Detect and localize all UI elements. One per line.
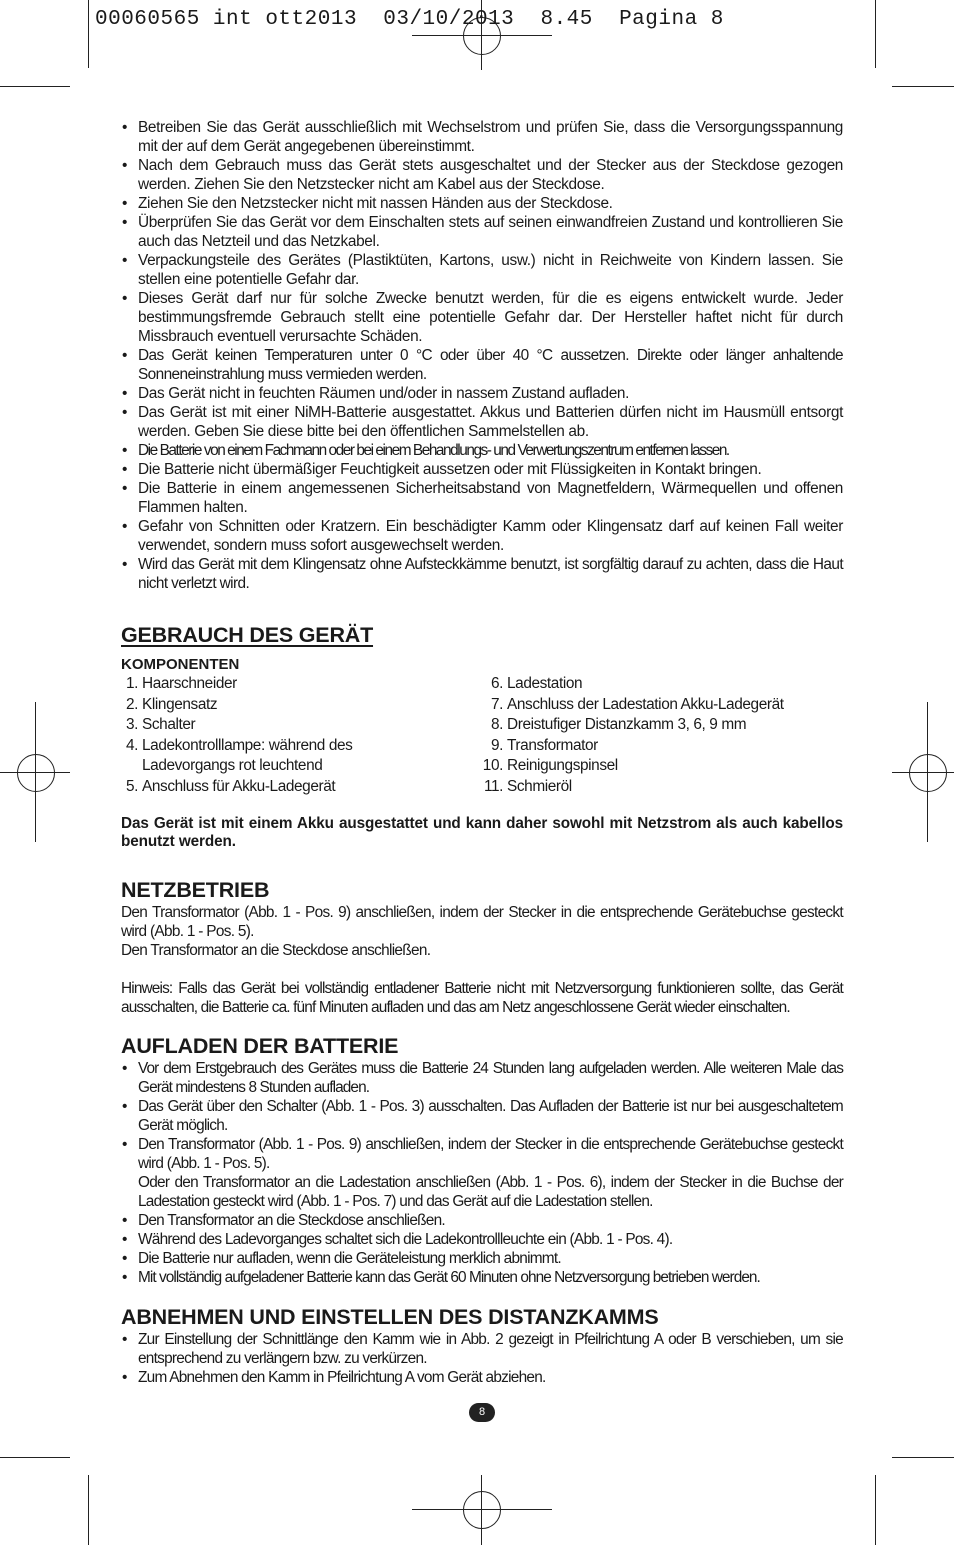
section-title-abnehmen: ABNEHMEN UND EINSTELLEN DES DISTANZKAMMS bbox=[121, 1305, 659, 1329]
crop-mark-top-right-v bbox=[875, 0, 876, 68]
list-item: • Die Batterie nicht übermäßiger Feuchtigkeit aussetzen oder mit Flüssigkeiten in Kontakt bringen. bbox=[121, 460, 843, 479]
list-item: • Ziehen Sie den Netzstecker nicht mit nassen Händen aus der Steckdose. bbox=[121, 194, 843, 213]
section-title-netzbetrieb: NETZBETRIEB bbox=[121, 878, 270, 902]
component-label: Ladekontrolllampe: während des bbox=[142, 736, 353, 754]
registration-mark-bottom-circle bbox=[463, 1491, 501, 1529]
component-number: 6. bbox=[490, 675, 503, 692]
crop-mark-bottom-right-v bbox=[875, 1475, 876, 1545]
page-content bbox=[121, 118, 843, 1387]
component-item bbox=[478, 674, 784, 695]
component-number: 11. bbox=[483, 777, 503, 795]
list-item: • Die Batterie nur aufladen, wenn die Geräteleistung merklich abnimmt. bbox=[121, 1249, 843, 1268]
components-title: KOMPONENTEN bbox=[121, 656, 240, 673]
components-left bbox=[121, 674, 352, 797]
netzbetrieb-paragraph-1: Den Transformator (Abb. 1 - Pos. 9) anschließen, indem der Stecker in die entsprechende Gerätebuchse gesteckt wird (Abb. 1 - Pos. 5). bbox=[121, 904, 843, 940]
component-number: 10. bbox=[482, 757, 503, 774]
list-item: • Dieses Gerät darf nur für solche Zwecke benutzt werden, für die es eigens entwickelt wurde. Jeder bestimmungsfremde Gebrauch stellt eine potentielle Gefahr dar. Der Hersteller haftet nicht für durch Missbrauch eventuell verursachte Schäden. bbox=[121, 289, 843, 346]
component-item bbox=[478, 695, 784, 716]
list-item: • Wird das Gerät mit dem Klingensatz ohne Aufsteckkämme benutzt, ist sorgfältig darauf zu achten, dass die Haut nicht verletzt wird. bbox=[121, 555, 843, 593]
component-item bbox=[478, 715, 784, 736]
component-item bbox=[121, 674, 352, 695]
page-number: 8 bbox=[469, 1403, 495, 1422]
list-item: • Die Batterie von einem Fachmann oder bei einem Behandlungs- und Verwertungszentrum entfernen lassen. bbox=[121, 441, 843, 460]
crop-mark-top-left-v bbox=[88, 0, 89, 68]
component-label: Transformator bbox=[507, 736, 598, 754]
component-label: Anschluss der Ladestation Akku-Ladegerät bbox=[507, 695, 784, 713]
component-number: 9. bbox=[490, 736, 503, 754]
list-item: • Mit vollständig aufgeladener Batterie kann das Gerät 60 Minuten ohne Netzversorgung betrieben werden. bbox=[121, 1268, 843, 1287]
list-item: • Die Batterie in einem angemessenen Sicherheitsabstand von Magnetfeldern, Wärmequellen und offenen Flammen halten. bbox=[121, 479, 843, 517]
list-item: • Überprüfen Sie das Gerät vor dem Einschalten stets auf seinen einwandfreien Zustand und kontrollieren Sie auch das Netzteil und das Netzkabel. bbox=[121, 213, 843, 251]
component-number: 4. bbox=[125, 736, 138, 754]
component-label: Haarschneider bbox=[142, 675, 237, 692]
crop-mark-bottom-left-v bbox=[88, 1475, 89, 1545]
components-right bbox=[478, 674, 784, 797]
component-label: Klingensatz bbox=[142, 695, 218, 713]
component-number: 8. bbox=[490, 716, 503, 733]
list-item: • Das Gerät nicht in feuchten Räumen und/oder in nassem Zustand aufladen. bbox=[121, 384, 843, 403]
crop-mark-bottom-right-h bbox=[892, 1457, 954, 1458]
component-label: Reinigungspinsel bbox=[507, 757, 618, 774]
component-number: 3. bbox=[125, 716, 138, 733]
list-item: • Den Transformator an die Steckdose anschließen. bbox=[121, 1211, 843, 1230]
list-item: • Das Gerät über den Schalter (Abb. 1 - Pos. 3) ausschalten. Das Aufladen der Batterie ist nur bei ausgeschaltetem Gerät möglich. bbox=[121, 1097, 843, 1135]
print-slug: 00060565 int ott2013 03/10/2013 8.45 Pagina 8 bbox=[95, 8, 724, 31]
component-number: 7. bbox=[490, 695, 503, 713]
crop-mark-top-left-h bbox=[0, 86, 70, 87]
crop-mark-bottom-left-h bbox=[0, 1457, 70, 1458]
list-item: • Das Gerät keinen Temperaturen unter 0 °C oder über 40 °C aussetzen. Direkte oder länger anhaltende Sonneneinstrahlung muss vermieden werden. bbox=[121, 346, 843, 384]
list-item: • Vor dem Erstgebrauch des Gerätes muss die Batterie 24 Stunden lang aufgeladen werden. Alle weiteren Male das Gerät mindestens 8 Stunden aufladen. bbox=[121, 1059, 843, 1097]
list-item bbox=[121, 1135, 843, 1211]
component-item bbox=[121, 736, 352, 757]
component-item bbox=[121, 715, 352, 736]
list-item: • Zum Abnehmen den Kamm in Pfeilrichtung A vom Gerät abziehen. bbox=[121, 1368, 843, 1387]
list-item: • Das Gerät ist mit einer NiMH-Batterie ausgestattet. Akkus und Batterien dürfen nicht im Hausmüll entsorgt werden. Geben Sie diese bitte bei den öffentlichen Sammelstellen ab. bbox=[121, 403, 843, 441]
component-label: Anschluss für Akku-Ladegerät bbox=[142, 777, 336, 795]
registration-mark-left-circle bbox=[17, 754, 55, 792]
section-title-gebrauch: GEBRAUCH DES GERÄT bbox=[121, 623, 374, 647]
list-item: • Verpackungsteile des Gerätes (Plastiktüten, Kartons, usw.) nicht in Reichweite von Kindern lassen. Sie stellen eine potentielle Gefahr dar. bbox=[121, 251, 843, 289]
component-item bbox=[121, 695, 352, 716]
netzbetrieb-hint: Hinweis: Falls das Gerät bei vollständig entladener Batterie nicht mit Netzversorgung funktionieren sollte, das Gerät ausschalten, die Batterie ca. fünf Minuten aufladen und das am Netz angeschlossene Gerät wieder einschalten. bbox=[121, 980, 843, 1016]
list-item: • Betreiben Sie das Gerät ausschließlich mit Wechselstrom und prüfen Sie, dass die Versorgungsspannung mit der auf dem Gerät angegebenen übereinstimmt. bbox=[121, 118, 843, 156]
list-item: • Zur Einstellung der Schnittlänge den Kamm wie in Abb. 2 gezeigt in Pfeilrichtung A oder B verschieben, um sie entsprechend zu verlängern bzw. zu verkürzen. bbox=[121, 1330, 843, 1368]
component-item bbox=[478, 756, 784, 777]
safety-list bbox=[121, 118, 843, 593]
component-item bbox=[121, 777, 352, 798]
components-list bbox=[121, 674, 843, 797]
list-item-text: Den Transformator (Abb. 1 - Pos. 9) anschließen, indem der Stecker in die entsprechende Gerätebuchse gesteckt wird (Abb. 1 - Pos. 5). bbox=[138, 1136, 843, 1172]
component-label: Ladevorgangs rot leuchtend bbox=[142, 757, 323, 774]
component-number: 1. bbox=[125, 675, 138, 692]
section-title-aufladen: AUFLADEN DER BATTERIE bbox=[121, 1034, 399, 1058]
component-item bbox=[478, 736, 784, 757]
registration-mark-right-circle bbox=[909, 754, 947, 792]
component-number bbox=[121, 756, 138, 777]
battery-note: Das Gerät ist mit einem Akku ausgestattet und kann daher sowohl mit Netzstrom als auch kabellos benutzt werden. bbox=[121, 815, 843, 850]
component-label: Dreistufiger Distanzkamm 3, 6, 9 mm bbox=[507, 716, 747, 733]
list-item-extra: Oder den Transformator an die Ladestation anschließen (Abb. 1 - Pos. 6), indem der Stecker in die Buchse der Ladestation gesteckt wird (Abb. 1 - Pos. 7) und das Gerät auf die Ladestation stellen. bbox=[138, 1174, 843, 1210]
list-item: • Gefahr von Schnitten oder Kratzern. Ein beschädigter Kamm oder Klingensatz darf auf keinen Fall weiter verwendet, sondern muss sofort ausgewechselt werden. bbox=[121, 517, 843, 555]
crop-mark-top-right-h bbox=[892, 86, 954, 87]
component-number: 2. bbox=[125, 695, 138, 713]
component-label: Schalter bbox=[142, 716, 196, 733]
component-item bbox=[121, 756, 352, 777]
component-number: 5. bbox=[125, 777, 138, 795]
netzbetrieb-paragraph-2: Den Transformator an die Steckdose anschließen. bbox=[121, 942, 431, 959]
component-label: Schmieröl bbox=[507, 777, 572, 795]
charging-list bbox=[121, 1059, 843, 1287]
list-item: • Während des Ladevorganges schaltet sich die Ladekontrollleuchte ein (Abb. 1 - Pos. 4). bbox=[121, 1230, 843, 1249]
component-label: Ladestation bbox=[507, 675, 583, 692]
comb-list bbox=[121, 1330, 843, 1387]
component-item bbox=[478, 777, 784, 798]
list-item: • Nach dem Gebrauch muss das Gerät stets ausgeschaltet und der Stecker aus der Steckdose gezogen werden. Ziehen Sie den Netzstecker nicht am Kabel aus der Steckdose. bbox=[121, 156, 843, 194]
